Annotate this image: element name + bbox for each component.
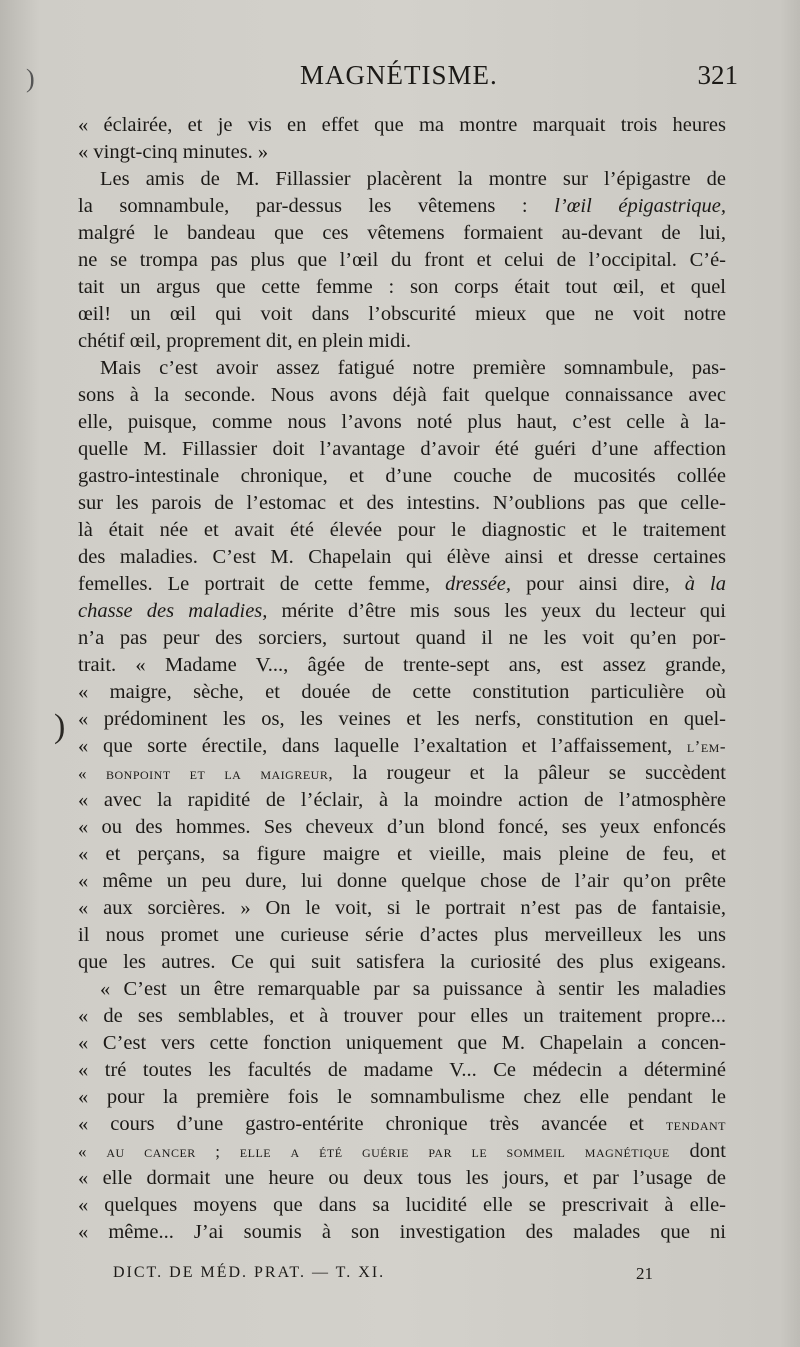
text-line (78, 247, 726, 274)
line-text: ne se trompa pas plus que l’œil du front et celui de l’occipital. C’é- (78, 249, 726, 271)
running-title: MAGNÉTISME. (300, 60, 498, 90)
text-line (78, 679, 726, 706)
line-text: « aux sorcières. » On le voit, si le portrait n’est pas de fantaisie, (78, 897, 726, 919)
text-line (78, 922, 726, 949)
text-line (78, 301, 726, 328)
line-text: quelle M. Fillassier doit l’avantage d’avoir été guéri d’une affection (78, 438, 726, 460)
line-text: « éclairée, et je vis en effet que ma montre marquait trois heures (78, 114, 726, 136)
text-line (78, 274, 726, 301)
line-text: « maigre, sèche, et douée de cette constitution particulière où (78, 681, 726, 703)
italic-text: à la (684, 573, 726, 595)
margin-corner-mark: ) (26, 64, 35, 93)
line-text: sons à la seconde. Nous avons déjà fait quelque connaissance avec (78, 384, 726, 406)
italic-text: dressée, (445, 573, 512, 595)
text-line (78, 625, 726, 652)
line-text: « même... J’ai soumis à son investigation des malades que ni (78, 1221, 726, 1243)
text-line (78, 382, 726, 409)
text-line (78, 733, 726, 760)
text-line (78, 517, 726, 544)
line-text: « quelques moyens que dans sa lucidité elle se prescrivait à elle- (78, 1194, 726, 1216)
text-line (78, 1111, 726, 1138)
line-text: trait. « Madame V..., âgée de trente-sept ans, est assez grande, (78, 654, 726, 676)
text-line (78, 463, 726, 490)
line-text: mérite d’être mis sous les yeux du lecteur qui (267, 600, 726, 622)
line-text: Les amis de M. Fillassier placèrent la montre sur l’épigastre de (100, 168, 726, 190)
line-text: « pour la première fois le somnambulisme chez elle pendant le (78, 1086, 726, 1108)
text-line (78, 787, 726, 814)
line-text: « tré toutes les facultés de madame V... Ce médecin a déterminé (78, 1059, 726, 1081)
text-line (78, 328, 726, 355)
text-line (78, 112, 726, 139)
page-header (0, 58, 800, 98)
small-caps-text: tendant (665, 1115, 726, 1134)
line-text: « de ses semblables, et à trouver pour elles un traitement propre... (78, 1005, 726, 1027)
page-number: 321 (697, 60, 738, 90)
printer-signature: DICT. DE MÉD. PRAT. — T. XI. (113, 1264, 386, 1281)
line-text: Mais c’est avoir assez fatigué notre première somnambule, pas- (100, 357, 726, 379)
line-text: sur les parois de l’estomac et des intestins. N’oublions pas que celle- (78, 492, 726, 514)
text-line (78, 490, 726, 517)
text-line (78, 976, 726, 1003)
italic-text: chasse des maladies, (78, 600, 268, 622)
text-line (78, 652, 726, 679)
line-text: pour ainsi dire, (511, 573, 685, 595)
text-line (78, 598, 726, 625)
text-line (78, 706, 726, 733)
line-text: la rougeur et la pâleur se succèdent (333, 762, 726, 784)
line-text: n’a pas peur des sorciers, surtout quand il ne les voit qu’en por- (78, 627, 726, 649)
text-line (78, 355, 726, 382)
line-text: elle, puisque, comme nous l’avons noté plus haut, c’est celle à la- (78, 411, 726, 433)
line-text: « prédominent les os, les veines et les nerfs, constitution en quel- (78, 708, 726, 730)
text-line (78, 193, 726, 220)
small-caps-text: « au cancer ; elle a été guérie par le sommeil magnétique (78, 1142, 670, 1161)
line-text: des maladies. C’est M. Chapelain qui élève ainsi et dresse certaines (78, 546, 726, 568)
text-line (78, 1219, 726, 1246)
text-line (78, 1057, 726, 1084)
text-line (78, 760, 726, 787)
text-line (78, 868, 726, 895)
text-line (78, 1165, 726, 1192)
line-text: il nous promet une curieuse série d’actes plus merveilleux les uns (78, 924, 726, 946)
line-text: « C’est un être remarquable par sa puissance à sentir les maladies (100, 978, 726, 1000)
line-text: malgré le bandeau que ces vêtemens formaient au-devant de lui, (78, 222, 726, 244)
line-text: « que sorte érectile, dans laquelle l’exaltation et l’affaissement, (78, 735, 687, 757)
text-line (78, 166, 726, 193)
small-caps-text: l’em- (686, 737, 726, 756)
text-line (78, 1084, 726, 1111)
line-text: « et perçans, sa figure maigre et vieille, mais pleine de feu, et (78, 843, 726, 865)
line-text: gastro-intestinale chronique, et d’une couche de mucosités collée (78, 465, 726, 487)
text-line (78, 1003, 726, 1030)
text-line (78, 571, 726, 598)
body-text (78, 112, 726, 1246)
text-line (78, 1030, 726, 1057)
text-line (78, 139, 726, 166)
page-footer (0, 1264, 800, 1294)
italic-text: l’œil épigastrique, (554, 195, 726, 217)
line-text: que les autres. Ce qui suit satisfera la curiosité des plus exigeans. (78, 951, 726, 973)
text-line (78, 436, 726, 463)
line-text: « avec la rapidité de l’éclair, à la moindre action de l’atmosphère (78, 789, 726, 811)
text-line (78, 220, 726, 247)
text-line (78, 1138, 726, 1165)
line-text: dont (669, 1140, 726, 1162)
line-text: femelles. Le portrait de cette femme, (78, 573, 446, 595)
text-line (78, 841, 726, 868)
signature-number: 21 (636, 1264, 653, 1283)
line-text: « même un peu dure, lui donne quelque chose de l’air qu’on prête (78, 870, 726, 892)
line-text: « elle dormait une heure ou deux tous les jours, et par l’usage de (78, 1167, 726, 1189)
text-line (78, 544, 726, 571)
line-text: « cours d’une gastro-entérite chronique très avancée et (78, 1113, 666, 1135)
text-line (78, 949, 726, 976)
margin-bracket-mark: ) (54, 708, 66, 745)
line-text: « vingt-cinq minutes. » (78, 141, 269, 163)
line-text: tait un argus que cette femme : son corps était tout œil, et quel (78, 276, 726, 298)
text-line (78, 895, 726, 922)
text-line (78, 409, 726, 436)
line-text: œil! un œil qui voit dans l’obscurité mieux que ne voit notre (78, 303, 726, 325)
line-text: « C’est vers cette fonction uniquement que M. Chapelain a concen- (78, 1032, 726, 1054)
small-caps-text: « bonpoint et la maigreur, (78, 764, 334, 783)
line-text: la somnambule, par-dessus les vêtemens : (78, 195, 555, 217)
line-text: là était née et avait été élevée pour le diagnostic et le traitement (78, 519, 726, 541)
text-line (78, 1192, 726, 1219)
line-text: « ou des hommes. Ses cheveux d’un blond foncé, ses yeux enfoncés (78, 816, 726, 838)
line-text: chétif œil, proprement dit, en plein midi. (78, 330, 412, 352)
text-line (78, 814, 726, 841)
